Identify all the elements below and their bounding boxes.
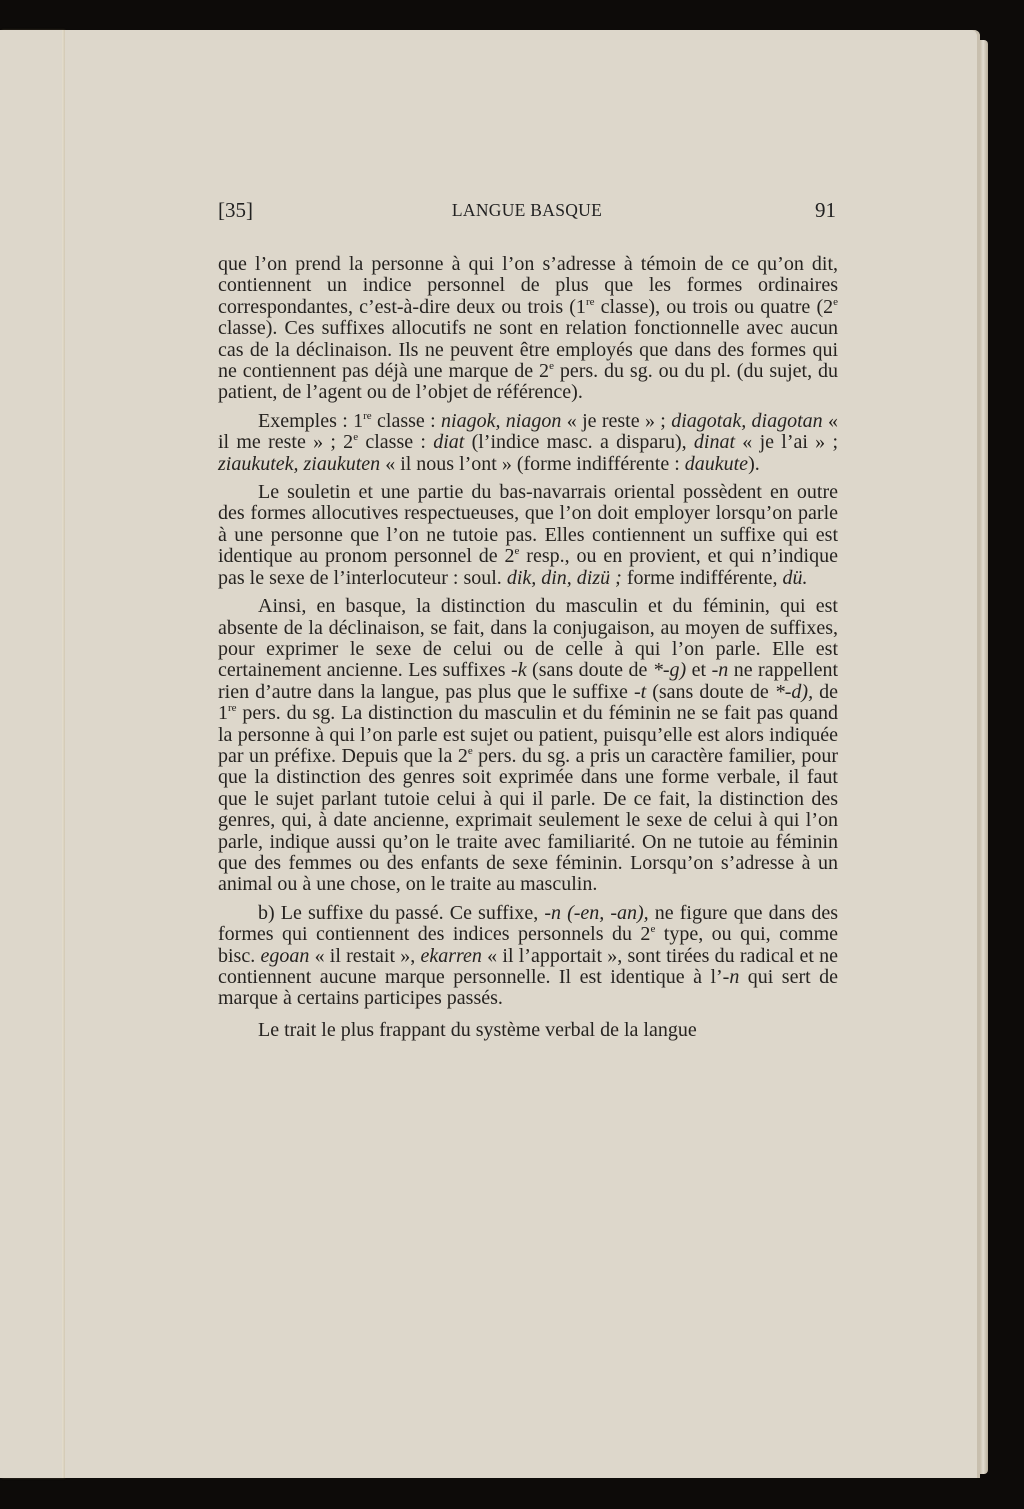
superscript: e [514,545,520,558]
italic-term: egoan [260,944,310,967]
section-number: [35] [218,198,253,222]
text-run: ne rappellent rien d’autre dans la langue, pas plus que le suffixe [218,659,839,703]
italic-term: dik, din, dizü ; [506,566,622,589]
italic-term: -t [633,680,647,703]
text-run: « je reste » ; [561,409,672,432]
italic-term: dinat [693,431,736,454]
text-run: qui sert de marque à certains participes passés. [218,966,838,1010]
text-run: type, ou qui, comme bisc. [218,923,839,967]
italic-term: -n [711,659,729,682]
italic-term: niagok, niagon [441,409,562,432]
text-run: b) Le suffixe du passé. Ce suffixe, [258,901,545,924]
superscript: e [650,923,656,936]
text-run: Exemples : 1 [258,409,364,432]
text-run: classe : [371,409,442,432]
running-title: LANGUE BASQUE [451,200,603,220]
paragraph [218,411,838,475]
text-run: forme indifférente, [621,566,783,589]
superscript: e [467,744,473,757]
paragraph [218,1020,838,1041]
book-gutter [62,30,65,1478]
italic-term: diagotak, diagotan [671,409,823,432]
text-run: et [686,659,712,682]
text-run: « je l’ai » ; [735,431,838,454]
italic-term: dü. [782,566,808,589]
text-run: classe : [358,431,434,454]
text-run: « il l’apportait », sont tirées du radical et ne contiennent aucune marque personnelle. Il est identique à l’ [218,944,839,988]
text-run: (sans doute de [526,659,653,682]
superscript: re [228,702,237,715]
text-run: pers. du sg. a pris un caractère familier, pour que la distinction des genres soit exprimée dans une forme verbale, il faut que le sujet parlant tutoie celui à qui il parle. De ce fait, la distinction des genres, qui, à date ancienne, exprimait seulement le sexe de celui à qui l’on parle, indique aussi qu’on le traite avec familiarité. On ne tutoie au féminin que des femmes ou des enfants de sexe féminin. Lorsqu’on s’adresse à un animal ou à une chose, on le traite au masculin. [218,744,839,896]
superscript: e [353,431,359,444]
italic-term: -k [511,659,527,682]
text-run: (l’indice masc. a disparu), [464,431,694,454]
text-run: pers. du sg. La distinction du masculin et du féminin ne se fait pas quand la personne à qui l’on parle est sujet ou patient, puisqu’elle est alors indiquée par un préfixe. Depuis que la 2 [218,702,838,767]
paragraph [218,482,838,589]
text-run: ). [748,452,760,475]
page-number: 91 [815,198,836,222]
text-run: « il nous l’ont » (forme indifférente : [380,452,685,475]
text-run: « il restait », [309,944,421,967]
superscript: e [549,360,554,373]
italic-term: *-g) [652,659,687,682]
text-run: ne figure que dans des formes qui contiennent des indices personnels du 2 [218,901,838,946]
superscript: e [833,295,838,308]
italic-term: daukute [684,452,749,475]
text-run: Ainsi, en basque, la distinction du masculin et du féminin, qui est absente de la déclinaison, se fait, dans la conjugaison, au moyen de suffixes, pour exprimer le sexe de celui ou de celle à qui l’on parle. Elle est certainement ancienne. Les suffixes [218,595,838,682]
paragraph [218,903,838,1010]
text-run: de 1 [218,680,838,725]
paragraph [218,596,838,896]
superscript: re [585,295,595,308]
italic-term: *-d), [774,680,814,703]
italic-term: -n (-en, -an), [544,901,649,924]
page-stack-edge [980,40,988,1474]
body-text [218,254,838,1048]
text-run: Le trait le plus frappant du système verbal de la langue [258,1018,697,1041]
italic-term: -n [722,966,740,988]
text-run: resp., ou en provient, et qui n’indique pas le sexe de l’interlocuteur : soul. [218,545,838,589]
running-head [218,198,836,224]
italic-term: diat [433,431,465,454]
paragraph [218,254,838,404]
text-run: pers. du sg. ou du pl. (du sujet, du patient, de l’agent ou de l’objet de référence). [218,360,839,404]
italic-term: ekarren [420,944,482,967]
italic-term: ziaukutek, ziaukuten [218,452,381,475]
text-run: (sans doute de [646,680,775,703]
text-run: classe), ou trois ou quatre (2 [594,295,834,318]
text-run: « il me reste » ; 2 [218,409,839,454]
text-run: que l’on prend la personne à qui l’on s’adresse à témoin de ce qu’on dit, contiennent un indice personnel de plus que les formes ordinaires correspondantes, c’est-à-dire deux ou trois (1 [218,253,838,318]
text-run: classe). Ces suffixes allocutifs ne sont en relation fonctionnelle avec aucun cas de la déclinaison. Ils ne peuvent être employés que dans des formes qui ne contiennent pas déjà une marque de 2 [218,317,838,383]
text-run: Le souletin et une partie du bas-navarrais oriental possèdent en outre des formes allocutives respectueuses, que l’on doit employer lorsqu’on parle à une personne que l’on ne tutoie pas. Elles contiennent un suffixe qui est identique au pronom personnel de 2 [218,481,838,568]
superscript: re [363,409,372,422]
